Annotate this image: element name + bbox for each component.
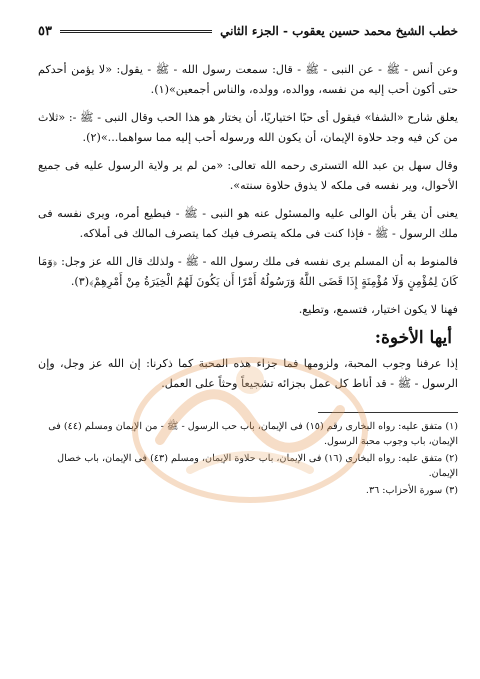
page-number: ٥٣ <box>38 23 52 39</box>
section-heading: أيها الأخوة: <box>374 328 452 348</box>
closing-paragraph: إذا عرفنا وجوب المحبة، ولزومها فما جزاء هذه المحبة كما ذكرنا: إن الله عز وجل، وإن الرسول - ﷺ - قد أناط كل عمل بجزائه تشجيعاً وحثاً على العمل. <box>38 357 458 390</box>
header-rule <box>60 30 212 33</box>
paragraph-2: يعلق شارح «الشفا» فيقول أى حبًا اختياريًا، أن يختار هو هذا الحب وقال النبى - ﷺ -: «ثلاث من كن فيه وجد حلاوة الإيمان، أن يكون الله ورسوله أحب إليه مما سواهما...»(٢). <box>38 111 458 144</box>
footnote-3: (٣) سورة الأحزاب: ٣٦. <box>365 485 458 496</box>
footnote-divider <box>318 412 458 413</box>
footnote-2: (٢) متفق عليه: رواه البخارى (١٦) فى الإيمان، باب حلاوة الإيمان، ومسلم (٤٣) فى الإيمان، باب خصال الإيمان. <box>57 453 458 479</box>
running-title: خطب الشيخ محمد حسين يعقوب - الجزء الثاني <box>220 24 458 38</box>
body-text <box>38 60 458 394</box>
document-page <box>38 18 458 668</box>
paragraph-4: يعنى أن يقر بأن الوالى عليه والمسئول عنه هو النبى - ﷺ - فيطيع أمره، ويرى نفسه فى ملك الرسول - ﷺ - فإذا كنت فى ملكه يتصرف فيك كما يتصرف المالك فى أملاكه. <box>38 207 458 240</box>
paragraph-6: فهنا لا يكون اختيار، فتسمع، وتطيع. <box>298 303 458 316</box>
page-header <box>38 18 458 44</box>
footnotes <box>38 419 458 498</box>
paragraph-5: فالمنوط به أن المسلم يرى نفسه فى ملك رسول الله - ﷺ - ولذلك قال الله عز وجل: ﴿وَمَا كَانَ لِمُؤْمِنٍ وَلَا مُؤْمِنَةٍ إِذَا قَضَى اللَّهُ وَرَسُولُهُ أَمْرًا أَن يَكُونَ لَهُمُ الْخِيَرَةُ مِنْ أَمْرِهِمْ﴾(٣). <box>38 255 458 288</box>
paragraph-1: وعن أنس - ﷺ - عن النبى - ﷺ - قال: سمعت رسول الله - ﷺ - يقول: «لا يؤمن أحدكم حتى أكون أحب إليه من نفسه، ووالده، وولده، والناس أجمعين»(١). <box>38 63 458 96</box>
paragraph-3: وقال سهل بن عبد الله التسترى رحمه الله تعالى: «من لم ير ولاية الرسول عليه فى جميع الأحوال، وير نفسه فى ملكه لا يذوق حلاوة سنته». <box>38 159 458 192</box>
footnote-1: (١) متفق عليه: رواه البخارى رقم (١٥) فى الإيمان، باب حب الرسول - ﷺ - من الإيمان ومسلم (٤٤) فى الإيمان، باب وجوب محبة الرسول. <box>48 421 458 447</box>
